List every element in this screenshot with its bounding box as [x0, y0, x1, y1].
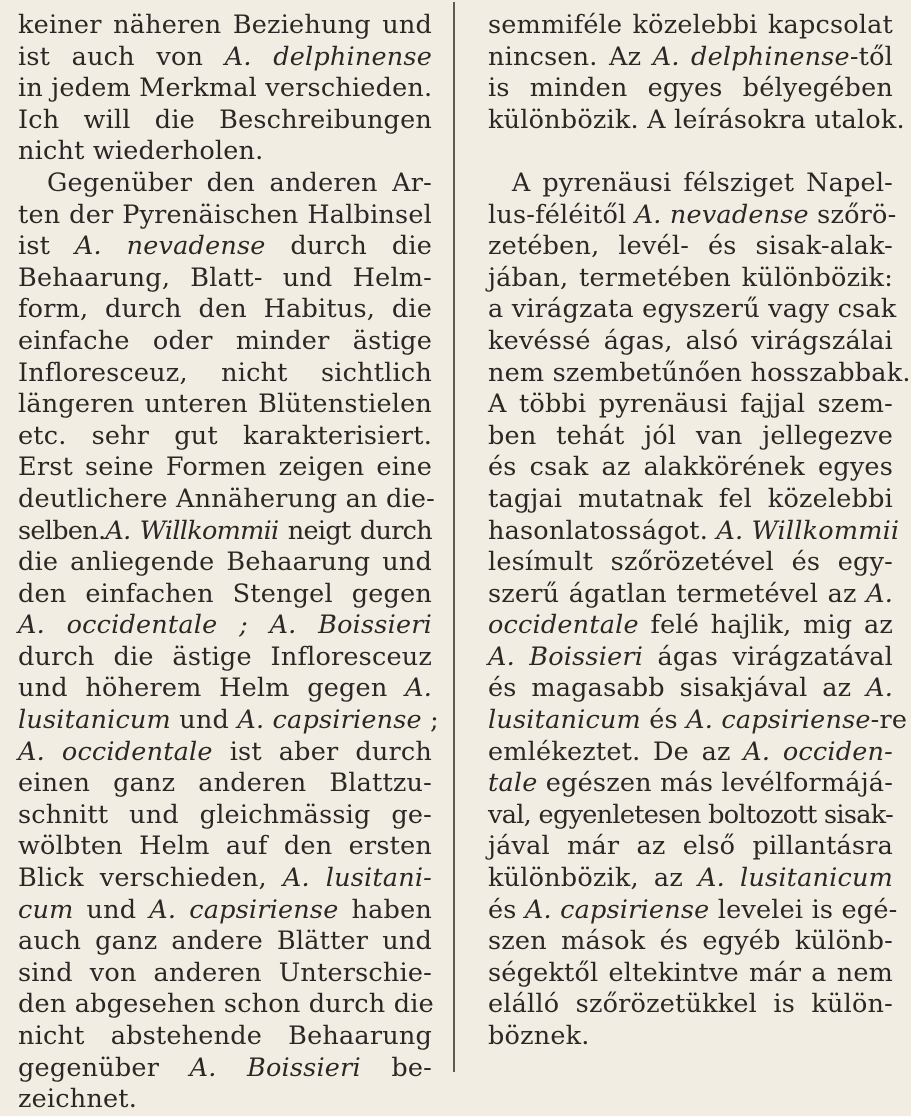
text-segment: durch die: [265, 231, 432, 262]
text-segment: semmiféle közelebbi kapcsolat: [488, 10, 893, 40]
taxon-name: A. occiden-: [743, 736, 893, 767]
taxon-name: A. Willkommii: [105, 515, 279, 546]
text-segment: levelei is egé-: [709, 894, 898, 925]
text-segment: böznek.: [488, 1021, 590, 1051]
text-segment: és csak az alakkörének egyes: [488, 452, 893, 483]
taxon-name: A.: [866, 673, 893, 704]
text-line: [488, 104, 905, 137]
text-line: [18, 105, 432, 137]
text-line: [18, 452, 432, 484]
text-segment: den abgesehen schon durch die: [18, 989, 434, 1020]
text-line: [488, 389, 893, 421]
text-segment: einen ganz anderen Blattzu-: [18, 768, 432, 799]
text-line: [18, 989, 432, 1021]
text-line: [18, 389, 432, 421]
taxon-name: A. capsiriense: [149, 894, 339, 925]
text-segment: lesímult szőrözetével és egy-: [488, 547, 893, 578]
text-segment: különbözik. A leírásokra utalok.: [488, 104, 905, 135]
taxon-name: A. delphinense: [652, 41, 850, 72]
text-segment: Gegenüber den anderen Ar-: [18, 167, 432, 198]
text-segment: ist aber durch: [212, 736, 432, 767]
taxon-name: A. nevadense: [74, 231, 266, 262]
text-line: [488, 958, 893, 990]
text-line: [18, 231, 432, 263]
text-segment: -től: [849, 41, 894, 72]
text-segment: hasonlatosságot.: [488, 515, 717, 546]
text-line: [18, 737, 432, 769]
taxon-name: A. delphinense: [224, 41, 432, 72]
text-segment: ben tehát jól van jellegezve: [488, 420, 893, 451]
text-line: [18, 263, 432, 295]
text-segment: szerű ágatlan termetével az: [488, 578, 867, 609]
taxon-name: A. nevadense: [634, 199, 809, 230]
text-segment: und höherem Helm gegen: [18, 673, 406, 704]
taxon-name: lusitanicum: [488, 705, 641, 736]
hungarian-text-column: [488, 10, 911, 1053]
text-segment: kevéssé ágas, alsó virágszálai: [488, 325, 893, 356]
text-segment: ségektől eltekintve már a nem: [488, 957, 893, 988]
text-segment: Ich will die Beschreibungen: [18, 104, 432, 135]
text-segment: A pyrenäusi félsziget Napel-: [488, 167, 893, 198]
text-line: [18, 10, 432, 42]
text-segment: ten der Pyrenäischen Halbinsel: [18, 199, 432, 230]
text-segment: haben: [338, 894, 432, 925]
text-line: [488, 989, 893, 1021]
text-segment: nincsen. Az: [488, 41, 653, 72]
text-line: [488, 737, 893, 769]
text-line: [488, 452, 893, 484]
text-segment: emlékeztet. De az: [488, 736, 744, 767]
text-line: [488, 294, 897, 326]
text-segment: zeichnet.: [18, 1084, 138, 1115]
taxon-name: A. lusitani-: [282, 863, 432, 894]
text-line: [488, 894, 898, 927]
text-line: [488, 326, 893, 358]
text-line: [18, 294, 432, 326]
text-line: [18, 768, 432, 800]
text-segment: form, durch den Habitus, die: [18, 294, 432, 325]
text-segment: és magasabb sisakjával az: [488, 673, 867, 704]
text-line: [18, 642, 432, 674]
text-segment: különbözik, az: [488, 863, 699, 894]
text-line: [18, 579, 432, 611]
text-segment: Infloresceuz, nicht sichtlich: [18, 357, 432, 388]
text-segment: auch ganz andere Blätter und: [18, 926, 432, 957]
taxon-name: A.: [405, 673, 432, 704]
taxon-name: A. occidentale ; A. Boissieri: [18, 610, 432, 641]
text-line: [488, 547, 893, 579]
taxon-name: A. occidentale: [18, 736, 213, 767]
text-line: [18, 42, 432, 74]
text-line: [488, 10, 893, 42]
text-line: [488, 800, 893, 832]
text-segment: schnitt und gleichmässig ge-: [18, 799, 432, 830]
text-segment: wölbten Helm auf den ersten: [18, 831, 432, 862]
taxon-name: A. lusitanicum: [698, 863, 893, 894]
text-segment: einfache oder minder ästige: [18, 325, 432, 356]
taxon-name: A. Boissieri: [189, 1052, 361, 1083]
text-segment: egészen más levélformájá-: [537, 768, 894, 799]
text-line: [488, 199, 897, 232]
text-segment: zetében, levél- és sisak-alak-: [488, 231, 893, 262]
text-line: [488, 42, 893, 74]
text-segment: nicht abstehende Behaarung: [18, 1021, 432, 1051]
text-line: [18, 421, 432, 453]
text-segment: Behaarung, Blatt- und Helm-: [18, 262, 432, 293]
text-line: [488, 768, 893, 800]
text-segment: in jedem Merkmal verschieden.: [18, 73, 433, 104]
text-line: [18, 358, 432, 390]
taxon-name: lusitanicum: [18, 705, 171, 736]
text-line: [488, 926, 893, 958]
text-segment: deutlichere Annäherung an die-: [18, 483, 435, 514]
text-segment: A többi pyrenäusi fajjal szem-: [488, 389, 893, 420]
taxon-name: cum: [18, 894, 74, 925]
text-line: [18, 1053, 432, 1085]
text-segment: selben.: [18, 515, 106, 546]
text-segment: ist auch von: [18, 41, 225, 72]
text-segment: durch die ästige Infloresceuz: [18, 641, 432, 672]
german-text-column: [18, 10, 439, 1116]
text-segment: längeren unteren Blütenstielen: [18, 389, 432, 420]
text-segment: nicht wiederholen.: [18, 136, 264, 167]
text-segment: jával már az első pillantásra: [488, 831, 893, 862]
text-segment: ágas virágzatával: [643, 641, 893, 672]
text-line: [18, 610, 432, 642]
text-segment: szen mások és egyéb különb-: [488, 926, 893, 957]
text-segment: lus-féléitől: [488, 199, 635, 230]
text-line: [488, 168, 893, 200]
text-line: [18, 136, 432, 168]
text-segment: jában, termetében különbözik:: [488, 262, 893, 293]
text-segment: gegenüber: [18, 1052, 190, 1083]
text-line: [18, 326, 432, 358]
text-segment: -re: [870, 705, 908, 736]
text-segment: sind von anderen Unterschie-: [18, 957, 432, 988]
text-segment: etc. sehr gut karakterisiert.: [18, 420, 432, 451]
text-line: [488, 231, 893, 263]
text-segment: és: [488, 894, 525, 925]
text-segment: und: [73, 894, 150, 925]
text-segment: nem szembetűnően hosszabbak.: [488, 357, 911, 388]
text-segment: keiner näheren Beziehung und: [18, 10, 432, 40]
text-line: [18, 200, 432, 232]
text-line: [18, 863, 432, 895]
text-line: [488, 831, 893, 863]
column-divider: [453, 2, 455, 1072]
text-line: [488, 610, 893, 642]
text-segment: ;: [421, 705, 439, 736]
text-line: [488, 357, 911, 390]
text-line: [488, 421, 893, 453]
text-line: [18, 1084, 432, 1116]
text-segment: den einfachen Stengel gegen: [18, 578, 432, 609]
text-line: [488, 73, 893, 105]
text-line: [488, 673, 893, 705]
text-line: [18, 516, 432, 548]
text-segment: neigt durch: [278, 515, 432, 546]
text-line: [18, 895, 432, 927]
text-segment: elálló szőrözetükkel is külön-: [488, 989, 893, 1020]
taxon-name: occidentale: [488, 610, 639, 641]
taxon-name: A. capsiriense: [524, 894, 710, 925]
text-segment: die anliegende Behaarung und: [18, 547, 432, 578]
taxon-name: tale: [488, 768, 538, 799]
taxon-name: A. capsiriense: [686, 705, 871, 736]
paragraph-gap: [488, 136, 893, 168]
text-line: [18, 547, 432, 579]
taxon-name: A. capsiriense: [237, 705, 422, 736]
text-segment: und: [170, 705, 238, 736]
text-line: [18, 673, 432, 705]
text-segment: és: [640, 705, 687, 736]
text-line: [488, 863, 893, 895]
text-line: [18, 73, 432, 105]
text-line: [18, 705, 439, 737]
text-line: [18, 1021, 432, 1053]
text-segment: a virágzata egyszerű vagy csak: [488, 294, 897, 325]
text-segment: is minden egyes bélyegében: [488, 73, 893, 104]
text-segment: szőrö-: [808, 199, 897, 230]
text-segment: tagjai mutatnak fel közelebbi: [488, 483, 893, 514]
text-line: [18, 168, 432, 200]
taxon-name: A. Willkommii: [716, 515, 900, 546]
text-line: [488, 515, 900, 548]
text-line: [488, 705, 908, 737]
text-line: [18, 483, 435, 516]
text-segment: be-: [360, 1052, 432, 1083]
text-line: [488, 579, 893, 611]
text-line: [488, 1021, 893, 1053]
text-segment: Blick verschieden,: [18, 863, 283, 894]
text-line: [488, 484, 893, 516]
taxon-name: A.: [866, 578, 893, 609]
text-line: [488, 642, 893, 674]
text-line: [18, 831, 432, 863]
text-line: [18, 958, 432, 990]
text-line: [18, 800, 432, 832]
text-segment: felé hajlik, mig az: [638, 610, 893, 641]
text-line: [18, 926, 432, 958]
text-segment: Erst seine Formen zeigen eine: [18, 452, 432, 483]
text-line: [488, 263, 893, 295]
text-segment: ist: [18, 231, 75, 262]
taxon-name: A. Boissieri: [488, 641, 644, 672]
text-segment: val, egyenletesen boltozott sisak-: [488, 799, 893, 830]
